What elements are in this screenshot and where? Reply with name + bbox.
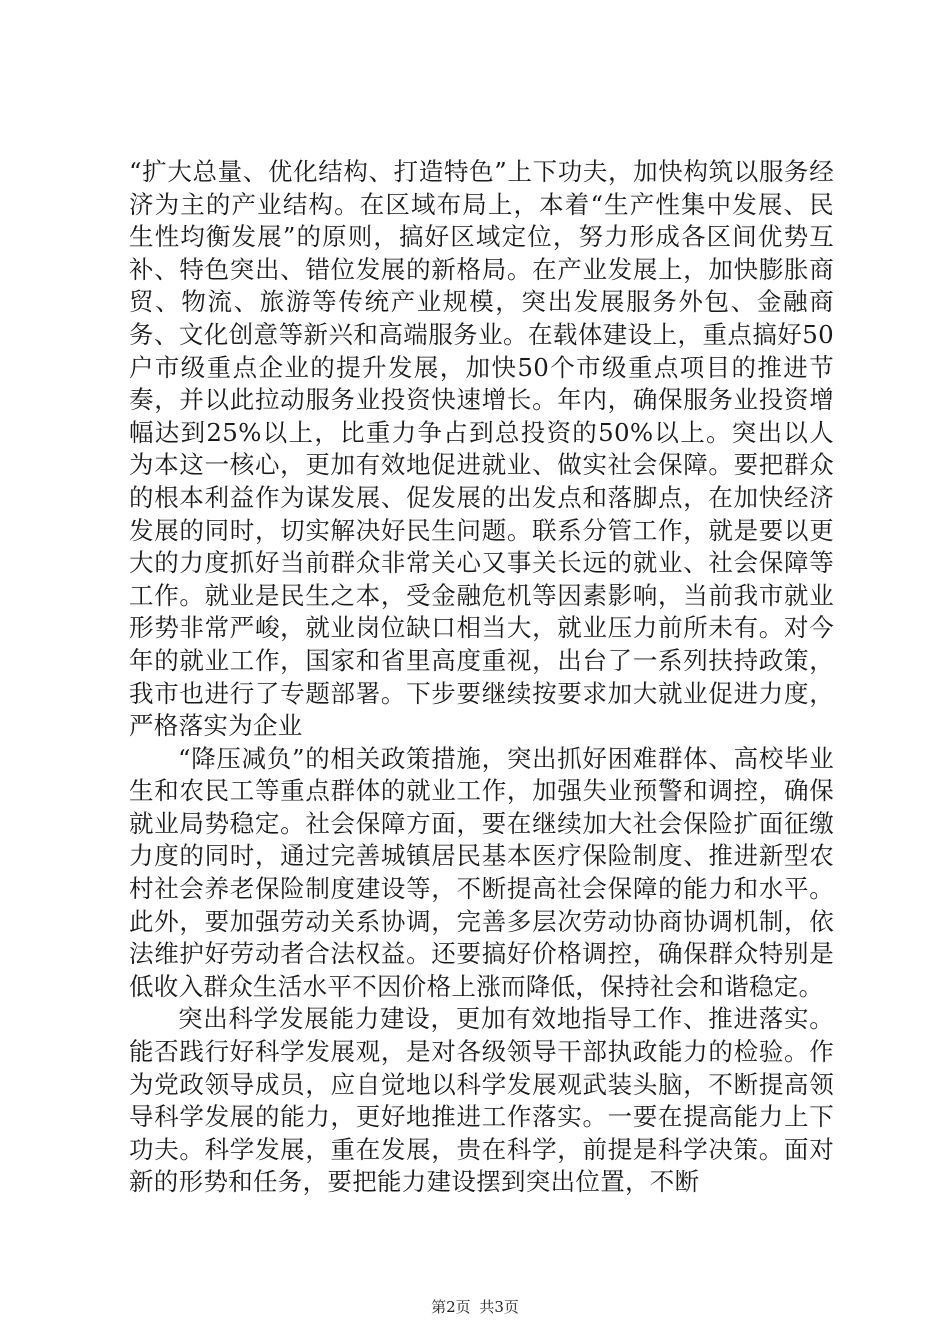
paragraph-3: 突出科学发展能力建设，更加有效地指导工作、推进落实。能否践行好科学发展观，是对各级领导干部执政能力的检验。作为党政领导成员，应自觉地以科学发展观武装头脑，不断提高领导科学发展的能力，更好地推进工作落实。一要在提高能力上下功夫。科学发展，重在发展，贵在科学，前提是科学决策。面对新的形势和任务，要把能力建设摆到突出位置，不断 [129,1004,834,1197]
page-total: 共3页 [479,1298,519,1316]
page-footer [0,1296,950,1317]
paragraph-2: “降压减负”的相关政策措施，突出抓好困难群体、高校毕业生和农民工等重点群体的就业工作，加强失业预警和调控，确保就业局势稳定。社会保障方面，要在继续加大社会保险扩面征缴力度的同时，通过完善城镇居民基本医疗保险制度、推进新型农村社会养老保险制度建设等，不断提高社会保障的能力和水平。此外，要加强劳动关系协调，完善多层次劳动协商协调机制，依法维护好劳动者合法权益。还要搞好价格调控，确保群众特别是低收入群众生活水平不因价格上涨而降低，保持社会和谐稳定。 [129,743,834,1001]
document-body [129,156,834,1199]
page-number: 第2页 [431,1298,471,1316]
paragraph-1: “扩大总量、优化结构、打造特色”上下功夫，加快构筑以服务经济为主的产业结构。在区域布局上，本着“生产性集中发展、民生性均衡发展”的原则，搞好区域定位，努力形成各区间优势互补、特色突出、错位发展的新格局。在产业发展上，加快膨胀商贸、物流、旅游等传统产业规模，突出发展服务外包、金融商务、文化创意等新兴和高端服务业。在载体建设上，重点搞好50户市级重点企业的提升发展，加快50个市级重点项目的推进节奏，并以此拉动服务业投资快速增长。年内，确保服务业投资增幅达到25%以上，比重力争占到总投资的50%以上。突出以人为本这一核心，更加有效地促进就业、做实社会保障。要把群众的根本利益作为谋发展、促发展的出发点和落脚点，在加快经济发展的同时，切实解决好民生问题。联系分管工作，就是要以更大的力度抓好当前群众非常关心又事关长远的就业、社会保障等工作。就业是民生之本，受金融危机等因素影响，当前我市就业形势非常严峻，就业岗位缺口相当大，就业压力前所未有。对今年的就业工作，国家和省里高度重视，出台了一系列扶持政策，我市也进行了专题部署。下步要继续按要求加大就业促进力度，严格落实为企业 [129,157,834,741]
